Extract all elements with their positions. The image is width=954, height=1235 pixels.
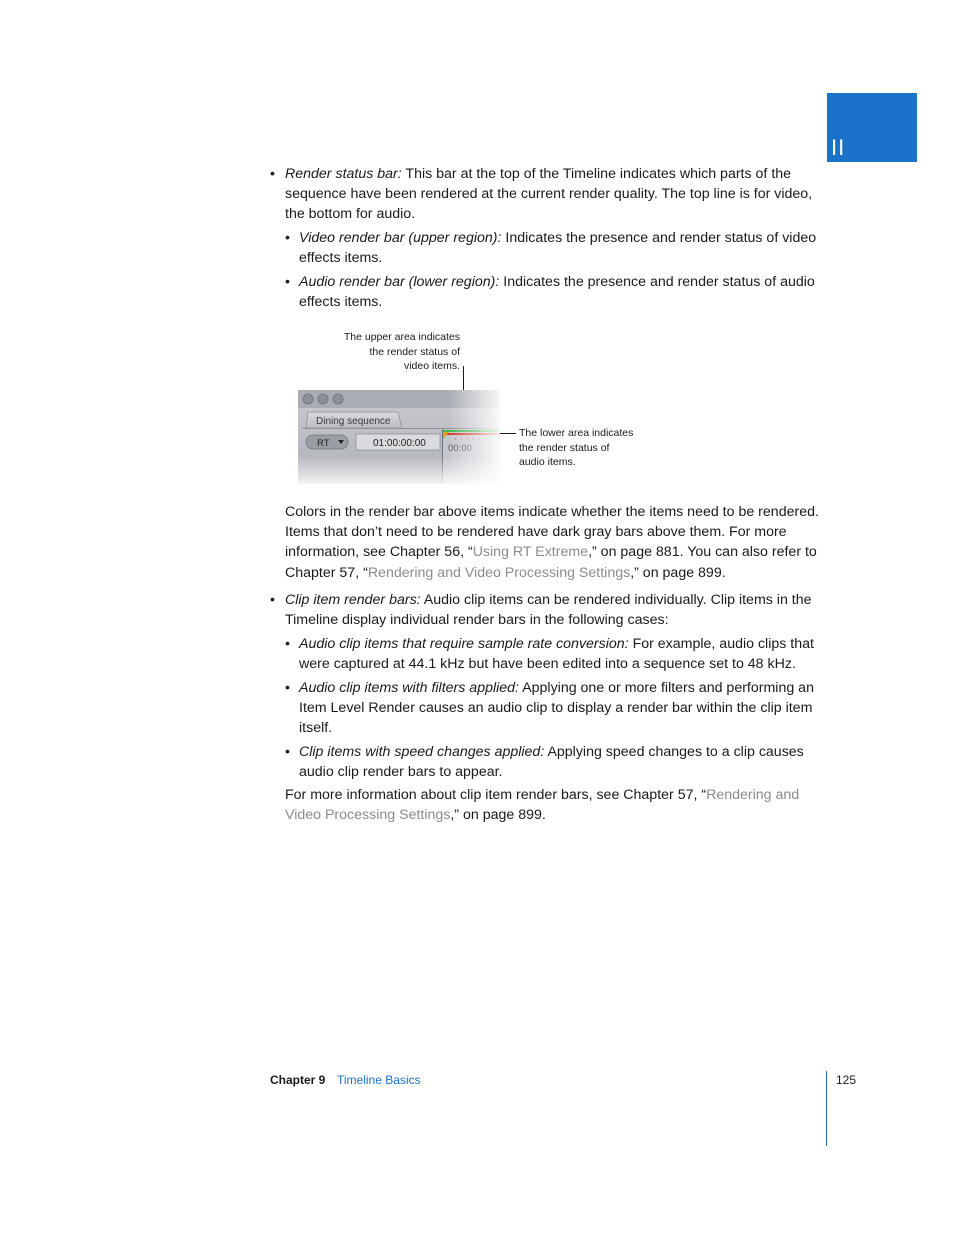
caption-line: the render status of [369,345,460,358]
term: Audio clip items with filters applied: [299,680,520,696]
rt-label: RT [317,438,330,449]
term: Video render bar (upper region): [299,230,502,246]
close-icon [303,394,313,404]
timeline-screenshot [298,390,500,484]
footer-chapter: Chapter 9 [270,1073,326,1087]
bullet: • [270,592,275,608]
term: Audio render bar (lower region): [299,274,500,290]
link-using-rt-extreme[interactable]: Using RT Extreme [472,544,589,561]
video-render-item [299,228,825,268]
text: ,” on page 881. You can also refer to Chapter 57, “ [285,544,817,581]
bullet: • [285,274,290,290]
bullet: • [285,636,290,652]
term: Clip items with speed changes applied: [299,744,545,760]
bullet: • [285,680,290,696]
bullet: • [285,230,290,246]
description: Applying one or more filters and performing an Item Level Render causes an audio clip to display a render bar within the clip item itself. [299,680,814,737]
text: Colors in the render bar above items indicate whether the items need to be rendered. Items that don’t need to be rendered have dark gray bars above them. For more information, see Chapter 56, “ [285,504,819,561]
bullet: • [285,744,290,760]
caption-line: The upper area indicates [343,331,460,343]
caption-line: video items. [403,360,460,373]
text: ,” on page 899. [630,564,726,581]
term: Clip item render bars: [285,592,421,608]
footer-chapter-title[interactable]: Timeline Basics [337,1073,421,1087]
minimize-icon [318,394,328,404]
text: For more information about clip item render bars, see Chapter 57, “ [285,787,707,803]
sample-rate-item [299,634,825,674]
description: For example, audio clips that were captured at 44.1 kHz but have been edited into a sequence set to 48 kHz. [299,636,814,673]
audio-render-item [299,272,825,312]
speed-item [299,742,825,782]
description: Audio clip items can be rendered individually. Clip items in the Timeline display individual render bars in the following cases: [285,592,812,629]
filters-item [299,678,825,739]
zoom-icon [333,394,343,404]
term: Render status bar: [285,166,402,182]
render-status-item [285,164,825,225]
more-info-paragraph [285,785,825,825]
caption-line: the render status of [519,441,610,454]
part-tab [827,93,917,162]
clip-render-item [285,590,825,630]
description: Applying speed changes to a clip causes audio clip render bars to appear. [299,744,804,781]
tab-label: Dining sequence [316,416,391,427]
part-label: II [831,135,846,160]
term: Audio clip items that require sample rate conversion: [299,636,629,652]
footer-divider [826,1071,827,1146]
link-rendering-settings[interactable]: Rendering and Video Processing Settings [367,564,631,581]
bullet: • [270,166,275,182]
description: This bar at the top of the Timeline indicates which parts of the sequence have been rendered at the current render quality. The top line is for video, the bottom for audio. [285,166,813,223]
text: ,” on page 899. [450,807,546,824]
description: Indicates the presence and render status of audio effects items. [299,274,815,311]
caption-line: audio items. [519,456,576,469]
description: Indicates the presence and render status of video effects items. [299,230,817,267]
link-rendering-settings[interactable]: Rendering and Video Processing Settings [285,787,800,824]
page-number: 125 [836,1073,857,1087]
caption-line: The lower area indicates [519,427,634,439]
timecode: 01:00:00:00 [373,438,426,449]
colors-paragraph [285,502,825,583]
caption-upper [330,330,460,374]
caption-lower [519,426,659,470]
